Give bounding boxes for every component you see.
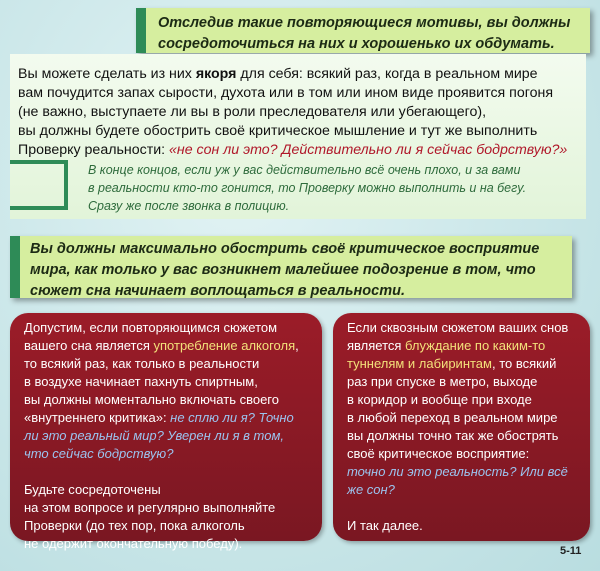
card-line: то всякий раз, как только в реальности — [24, 356, 260, 371]
highlight-phrase: употребление алкоголя — [153, 338, 296, 353]
note-bracket — [10, 160, 68, 210]
text-run: Проверку реальности: — [18, 142, 170, 158]
card-line — [24, 337, 312, 355]
card-line: в воздухе начинает пахнуть спиртным, — [24, 374, 258, 389]
callout-middle-line: мира, как только у вас возникнет малейшее подозрение в том, что — [30, 262, 536, 278]
callout-top-text — [136, 8, 590, 55]
card-line — [24, 409, 312, 427]
card-line: своё критическое восприятие: — [347, 446, 530, 461]
question-line: точно ли это реальность? Или всё — [347, 464, 568, 479]
main-line: (не важно, выступаете ли вы в роли преследователя или убегающего), — [18, 104, 487, 120]
note-line: В конце концов, если уж у вас действительно всё очень плохо, и за вами — [88, 163, 521, 177]
example-card-tunnels — [333, 313, 590, 541]
text-run: для себя: всякий раз, когда в реальном мире — [236, 66, 538, 82]
text-run: «внутреннего критика»: — [24, 410, 171, 425]
callout-top — [136, 8, 590, 53]
note-line: в реальности кто-то гонится, то Проверку можно выполнить и на бегу. — [88, 181, 527, 195]
card-line: в любой переход в реальном мире — [347, 410, 558, 425]
question-line: ли это реальный мир? Уверен ли я в том, — [24, 428, 284, 443]
highlight-phrase: блуждание по каким-то — [405, 338, 546, 353]
main-line: вы должны будете обострить своё критическое мышление и тут же выполнить — [18, 123, 538, 139]
question-line: что сейчас бодрствую? — [24, 446, 174, 461]
main-paragraph — [18, 65, 583, 160]
text-run: является — [347, 338, 406, 353]
card-line — [347, 355, 580, 373]
card-line: на этом вопросе и регулярно выполняйте — [24, 500, 276, 515]
card-body — [24, 319, 312, 553]
side-note — [88, 161, 578, 215]
text-run: , то всякий — [491, 356, 557, 371]
main-line — [18, 141, 583, 160]
card-body — [347, 319, 580, 535]
main-line — [18, 65, 583, 84]
card-line — [347, 337, 580, 355]
callout-top-line: сосредоточиться на них и хорошенько их обдумать. — [158, 36, 555, 52]
callout-middle-text — [10, 236, 572, 302]
card-line: в коридор и вообще при входе — [347, 392, 532, 407]
callout-middle-line: Вы должны максимально обострить своё критическое восприятие — [30, 241, 540, 257]
card-line: И так далее. — [347, 518, 423, 533]
question-phrase: не сплю ли я? Точно — [170, 410, 294, 425]
highlight-phrase: туннелям и лабиринтам — [347, 356, 492, 371]
text-run: , — [295, 338, 299, 353]
reality-check-question: «не сон ли это? Действительно ли я сейчас бодрствую?» — [169, 142, 568, 158]
example-card-alcohol — [10, 313, 322, 551]
card-line: раз при спуске в метро, выходе — [347, 374, 538, 389]
card-line: Если сквозным сюжетом ваших снов — [347, 320, 569, 335]
callout-top-line: Отследив такие повторяющиеся мотивы, вы должны — [158, 15, 571, 31]
main-panel — [10, 54, 586, 219]
page-number: 5-11 — [560, 545, 582, 557]
callout-accent-bar — [136, 8, 146, 53]
text-run: Вы можете сделать из них — [18, 66, 196, 82]
note-line: Сразу же после звонка в полицию. — [88, 199, 290, 213]
anchor-keyword: якоря — [195, 66, 237, 82]
spacer — [347, 499, 580, 517]
card-line: Допустим, если повторяющимся сюжетом — [24, 320, 278, 335]
card-line: Будьте сосредоточены — [24, 482, 161, 497]
text-run: вашего сна является — [24, 338, 154, 353]
callout-middle — [10, 236, 572, 298]
card-line: вы должны точно так же обострять — [347, 428, 559, 443]
question-line: же сон? — [347, 482, 395, 497]
main-line: вам почудится запах сырости, духота или в том или ином виде проявится погоня — [18, 85, 554, 101]
card-line: Проверки (до тех пор, пока алкоголь — [24, 518, 245, 533]
callout-middle-line: сюжет сна начинает воплощаться в реальности. — [30, 283, 405, 299]
callout-accent-bar — [10, 236, 20, 298]
card-line: не одержит окончательную победу). — [24, 536, 243, 551]
card-line: вы должны моментально включать своего — [24, 392, 279, 407]
spacer — [24, 463, 312, 481]
